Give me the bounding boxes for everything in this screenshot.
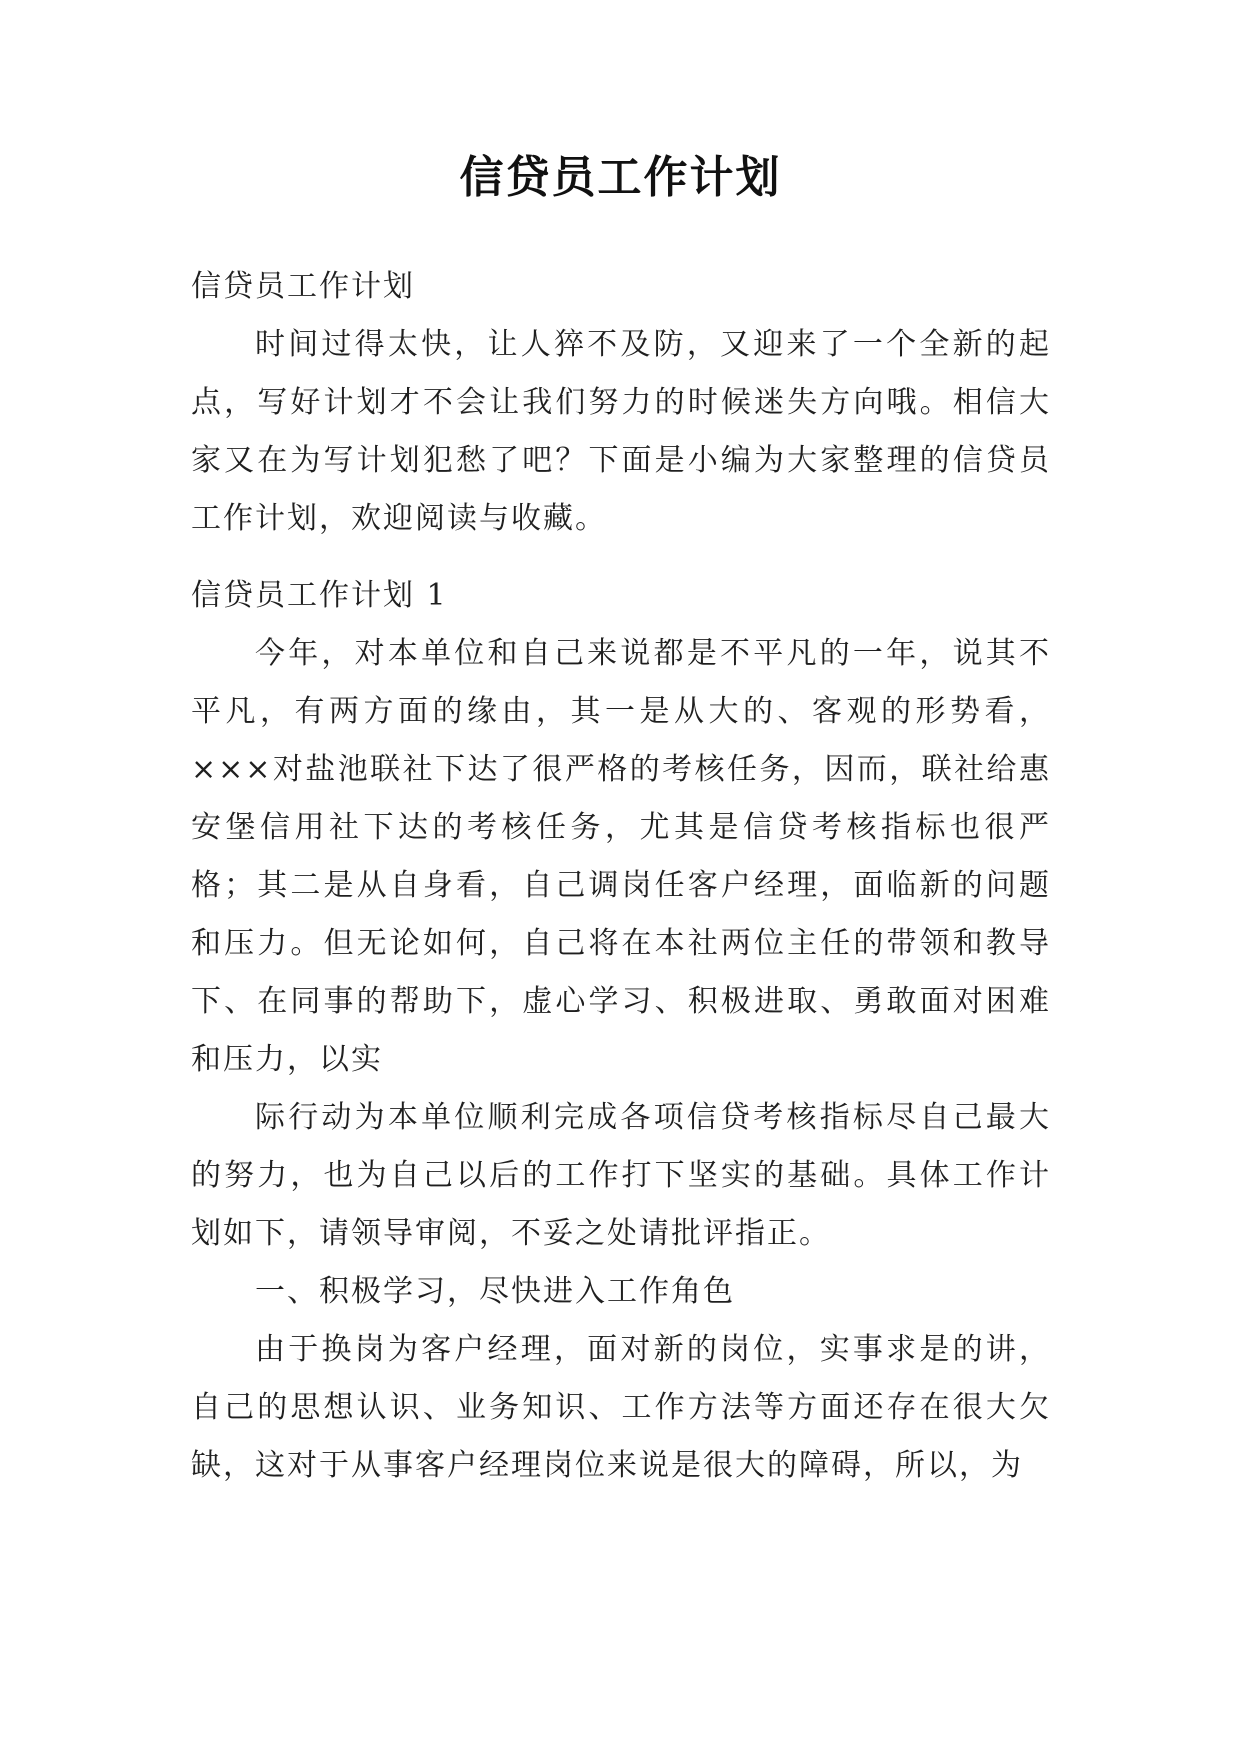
intro-section — [191, 258, 1051, 548]
intro-heading: 信贷员工作计划 — [191, 269, 415, 304]
section-1 — [191, 567, 1051, 1495]
document-title: 信贷员工作计划 — [459, 152, 782, 203]
section-1-paragraph-1: 今年，对本单位和自己来说都是不平凡的一年，说其不平凡，有两方面的缘由，其一是从大的、客观的形势看，×××对盐池联社下达了很严格的考核任务，因而，联社给惠安堡信用社下达的考核任务，尤其是信贷考核指标也很严格；其二是从自身看，自己调岗任客户经理，面临新的问题和压力。但无论如何，自己将在本社两位主任的带领和教导下、在同事的帮助下，虚心学习、积极进取、勇敢面对困难和压力，以实 — [191, 636, 1051, 1077]
subheading-1-paragraph: 由于换岗为客户经理，面对新的岗位，实事求是的讲，自己的思想认识、业务知识、工作方法等方面还存在很大欠缺，这对于从事客户经理岗位来说是很大的障碍，所以，为 — [191, 1332, 1051, 1483]
section-1-paragraph-2: 际行动为本单位顺利完成各项信贷考核指标尽自己最大的努力，也为自己以后的工作打下坚实的基础。具体工作计划如下，请领导审阅，不妥之处请批评指正。 — [191, 1100, 1051, 1251]
subheading-1: 一、积极学习，尽快进入工作角色 — [255, 1274, 735, 1309]
intro-paragraph: 时间过得太快，让人猝不及防，又迎来了一个全新的起点，写好计划才不会让我们努力的时候迷失方向哦。相信大家又在为写计划犯愁了吧？下面是小编为大家整理的信贷员工作计划，欢迎阅读与收藏。 — [191, 327, 1051, 536]
section-1-heading: 信贷员工作计划 1 — [191, 578, 448, 613]
